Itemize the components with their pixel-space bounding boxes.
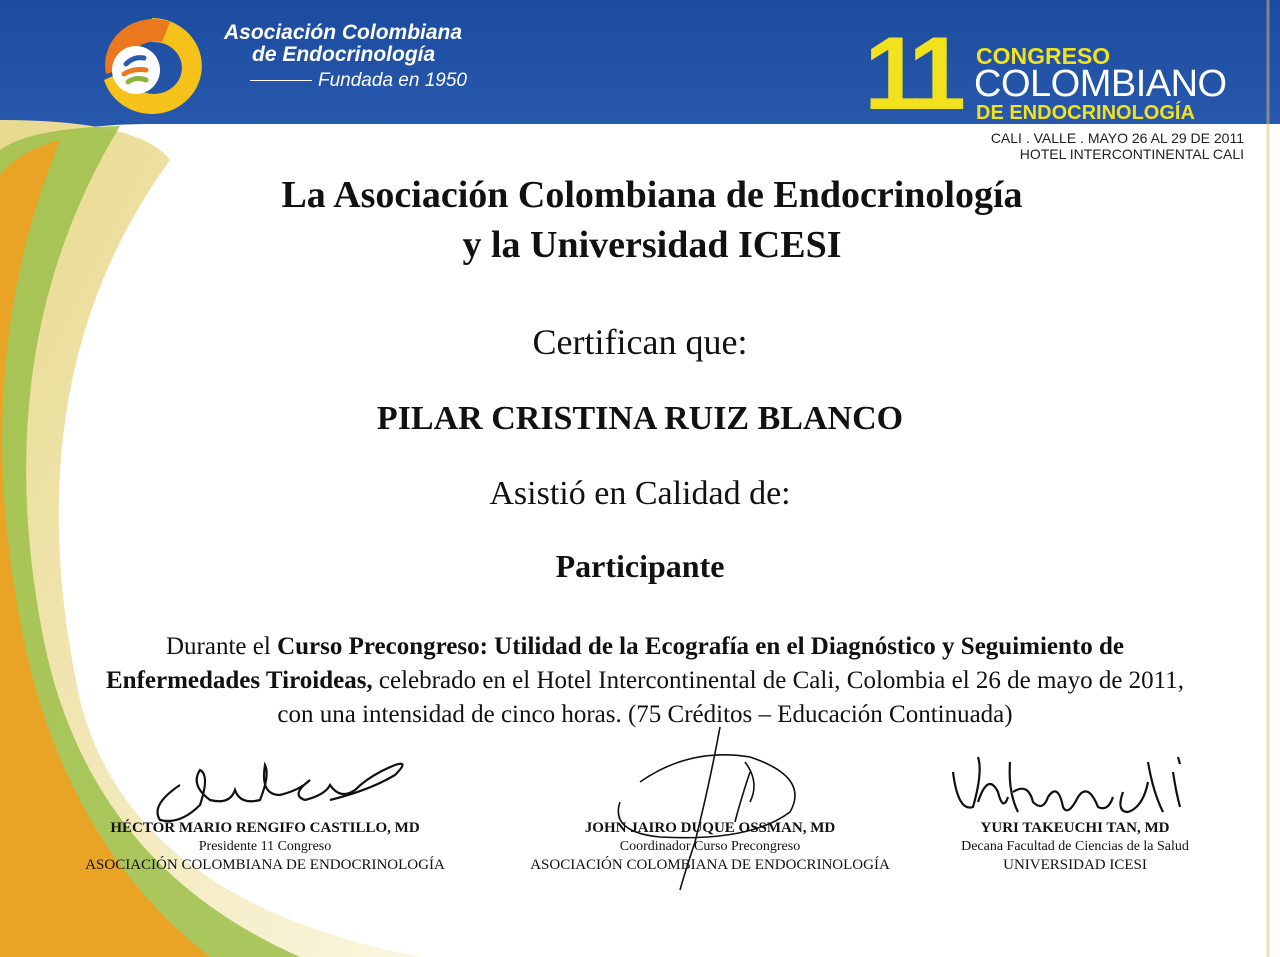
congress-number: 11	[864, 16, 958, 132]
founded-rule	[250, 80, 312, 81]
congress-venue: HOTEL INTERCONTINENTAL CALI	[1019, 146, 1244, 162]
congress-title-line2: COLOMBIANO	[974, 63, 1227, 105]
signer-name: YURI TAKEUCHI TAN, MD	[980, 820, 1170, 836]
assisted-text: Asistió en Calidad de:	[489, 475, 791, 512]
signer-name: JOHN JAIRO DUQUE OSSMAN, MD	[584, 820, 836, 836]
signer-name: HÉCTOR MARIO RENGIFO CASTILLO, MD	[110, 820, 420, 836]
heading-line1: La Asociación Colombiana de Endocrinología	[281, 174, 1023, 216]
association-founded	[250, 70, 490, 92]
heading-line2: y la Universidad ICESI	[462, 224, 842, 266]
participant-role: Participante	[555, 548, 725, 584]
description-prefix: Durante el	[166, 633, 278, 660]
signer-role: Decana Facultad de Ciencias de la Salud	[961, 839, 1189, 854]
signer-organization: ASOCIACIÓN COLOMBIANA DE ENDOCRINOLOGÍA	[530, 857, 890, 873]
founded-text: Fundada en 1950	[318, 70, 467, 91]
association-logo	[96, 14, 208, 118]
signer-role: Coordinador Curso Precongreso	[619, 839, 801, 854]
association-name-line2: de Endocrinología	[252, 43, 436, 66]
course-title: Curso Precongreso: Utilidad de la Ecografía en el Diagnóstico y Seguimiento de Enfermedades Tiroideas,	[105, 633, 1124, 694]
congress-title-line3: DE ENDOCRINOLOGÍA	[976, 102, 1195, 124]
congress-title-line1: CONGRESO	[976, 43, 1111, 69]
signature-block-dean	[930, 818, 1220, 874]
course-description	[90, 630, 1200, 732]
signer-role: Presidente 11 Congreso	[198, 839, 332, 854]
signer-organization: UNIVERSIDAD ICESI	[1003, 857, 1147, 873]
description-suffix: celebrado en el Hotel Intercontinental de Cali, Colombia el 26 de mayo de 2011, con una intensidad de cinco horas. (75 Créditos – Educación Continuada)	[277, 667, 1184, 728]
recipient-name: PILAR CRISTINA RUIZ BLANCO	[376, 400, 904, 437]
signature-block-president	[60, 818, 470, 874]
certify-text: Certifican que:	[532, 322, 748, 362]
certificate-heading	[0, 170, 1280, 270]
association-name-line1: Asociación Colombiana	[224, 21, 463, 44]
congress-place	[964, 130, 1244, 162]
signer-organization: ASOCIACIÓN COLOMBIANA DE ENDOCRINOLOGÍA	[85, 857, 445, 873]
signature-block-coordinator	[510, 818, 910, 874]
congress-date: CALI . VALLE . MAYO 26 AL 29 DE 2011	[990, 130, 1244, 146]
association-name	[224, 22, 484, 66]
